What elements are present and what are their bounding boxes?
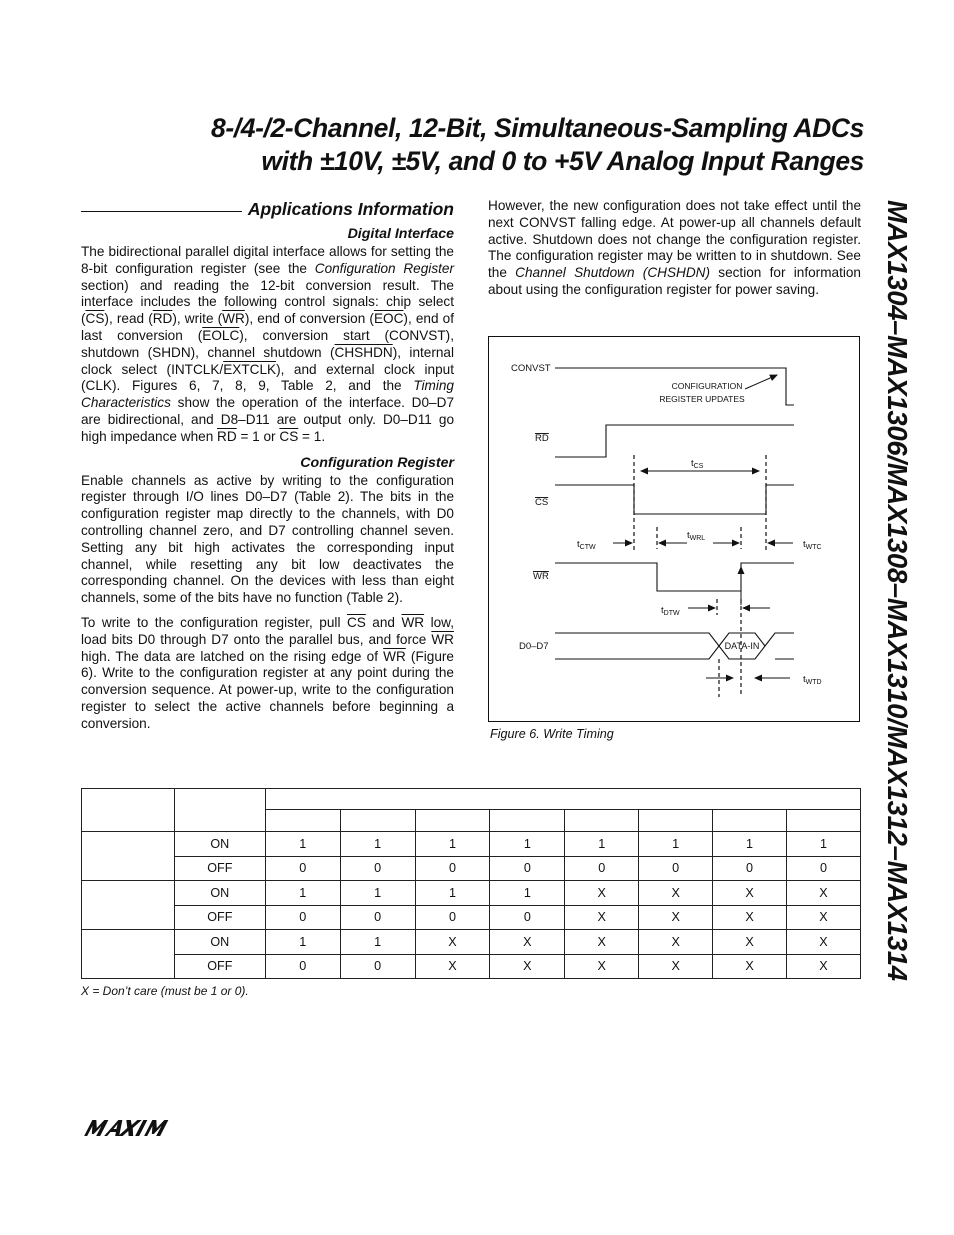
config-register-paragraph-1: Enable channels as active by writing to the configuration register through I/O lines D0–D7 (Table 2). The bits in the configuration register map directly to the channels, with D0 controlling channel zero, and D7 controlling channel seven. Setting any bit high activates the corresponding input channel, while resetting any bit low deactivates the corresponding channel. On the devices with less than eight channels, some of the bits have no function (Table 2).	[81, 472, 454, 606]
bit-cell: 0	[490, 856, 565, 881]
figure-caption: Figure 6. Write Timing	[490, 727, 614, 741]
digital-interface-heading: Digital Interface	[347, 226, 454, 242]
header-cell	[786, 810, 860, 832]
table-row	[82, 905, 861, 930]
right-column	[488, 198, 861, 307]
wr-waveform	[555, 563, 794, 591]
right-paragraph: However, the new configuration does not take effect until the next CONVST falling edge. At power-up all channels default active. Shutdown does not change the configuration register. The configuration register may be written to in shutdown. See the Channel Shutdown (CHSHDN) section for information about using the configuration register for power saving.	[488, 198, 861, 297]
table-row	[82, 832, 861, 857]
bit-cell: 1	[786, 832, 860, 857]
label-tctw: $t_{CTW}$	[577, 539, 596, 551]
bit-cell: 0	[415, 905, 490, 930]
signal-wr: $\overline{WR}$	[222, 311, 245, 327]
bit-cell: X	[415, 930, 490, 955]
state-cell: ON	[174, 930, 265, 955]
bit-cell: X	[490, 930, 565, 955]
table-row	[82, 856, 861, 881]
signal-eolc: EOLC	[202, 327, 240, 343]
label-d0-d7: D0–D7	[519, 641, 549, 652]
bit-cell: X	[490, 954, 565, 979]
bit-cell: 1	[340, 832, 415, 857]
signal-chshdn: CHSHDN	[334, 344, 393, 360]
label-tcs: $t_{CS}$	[691, 458, 704, 470]
signal-eoc: $\overline{EOC}$	[373, 311, 404, 327]
bit-cell: X	[786, 930, 860, 955]
label-twtc: $t_{WTC}$	[803, 539, 822, 551]
left-column	[81, 198, 454, 741]
bit-cell: X	[713, 881, 787, 906]
bit-cell: 1	[265, 930, 340, 955]
bit-cell: 0	[265, 905, 340, 930]
state-cell: OFF	[174, 954, 265, 979]
header-cell	[713, 810, 787, 832]
title-line-1: 8-/4-/2-Channel, 12-Bit, Simultaneous-Sampling ADCs	[211, 113, 864, 143]
header-cell	[265, 789, 860, 810]
annotation-line-2: REGISTER UPDATES	[659, 394, 745, 404]
label-tdtw: $t_{DTW}$	[661, 605, 680, 617]
bit-cell: 0	[786, 856, 860, 881]
bit-cell: X	[713, 905, 787, 930]
side-banner	[881, 200, 913, 1100]
timing-diagram	[489, 337, 861, 723]
bit-cell: X	[786, 954, 860, 979]
annotation-line-1: CONFIGURATION	[671, 381, 743, 391]
device-cell	[82, 930, 175, 979]
bit-cell: X	[639, 954, 713, 979]
bit-cell: X	[713, 930, 787, 955]
header-cell	[490, 810, 565, 832]
bit-cell: X	[639, 905, 713, 930]
table-row	[82, 881, 861, 906]
state-cell: ON	[174, 881, 265, 906]
label-cs: CS	[535, 497, 549, 508]
rd-waveform	[555, 425, 794, 457]
bit-cell: X	[786, 881, 860, 906]
page-title	[60, 112, 864, 178]
table-row	[82, 954, 861, 979]
bit-cell: 0	[340, 856, 415, 881]
label-convst: CONVST	[511, 363, 551, 374]
bit-cell: X	[565, 930, 639, 955]
header-cell	[340, 810, 415, 832]
data-bus-left	[555, 633, 719, 659]
bit-cell: X	[565, 905, 639, 930]
heading-rule	[81, 211, 242, 212]
label-wr: WR	[533, 571, 549, 582]
side-banner-text: MAX1304–MAX1306/MAX1308–MAX1310/MAX1312–MAX1314	[882, 200, 913, 981]
section-heading-text: Applications Information	[247, 199, 454, 219]
device-cell	[82, 832, 175, 881]
signal-cs: $\overline{CS}$	[85, 311, 105, 327]
header-cell	[415, 810, 490, 832]
bit-cell: 1	[490, 881, 565, 906]
bit-cell: 1	[415, 832, 490, 857]
bit-cell: 1	[639, 832, 713, 857]
bit-cell: 1	[713, 832, 787, 857]
header-cell	[565, 810, 639, 832]
bit-cell: X	[415, 954, 490, 979]
digital-interface-paragraph: The bidirectional parallel digital interface allows for setting the 8-bit configuration register (see the Configuration Register section) and reading the 12-bit conversion result. The interface includes the following control signals: chip select $(\overline{CS})$, read $(\overline{RD})$, write $(\overline{WR})$, end of conversion $(\overline{EOC})$, end of last conversion (EOLC), conversion start (CONVST), shutdown (SHDN), channel shutdown (CHSHDN), internal clock select (INTCLK/EXTCLK), and external clock input (CLK). Figures 6, 7, 8, 9, Table 2, and the Timing Characteristics show the operation of the interface. D0–D7 are bidirectional, and D8–D11 are output only. D0–D11 go high impedance when $\overline{RD} = 1$ or $\overline{CS} = 1$.	[81, 244, 455, 444]
bit-cell: 1	[265, 832, 340, 857]
bit-cell: X	[565, 881, 639, 906]
bit-cell: 0	[713, 856, 787, 881]
bit-cell: 1	[340, 930, 415, 955]
title-line-2: with ±10V, ±5V, and 0 to +5V Analog Input Ranges	[261, 146, 864, 176]
header-cell	[265, 810, 340, 832]
bit-cell: X	[639, 881, 713, 906]
write-timing-figure	[488, 336, 860, 722]
bit-cell: 0	[639, 856, 713, 881]
state-cell: OFF	[174, 905, 265, 930]
bit-cell: 0	[490, 905, 565, 930]
bit-cell: 1	[490, 832, 565, 857]
bit-cell: 0	[265, 954, 340, 979]
bit-cell: 0	[265, 856, 340, 881]
bit-cell: X	[639, 930, 713, 955]
bit-cell: 1	[265, 881, 340, 906]
state-cell: ON	[174, 832, 265, 857]
signal-rd: $\overline{RD}$	[152, 311, 173, 327]
bit-cell: X	[786, 905, 860, 930]
table-note: X = Don’t care (must be 1 or 0).	[81, 984, 249, 998]
bit-cell: 1	[340, 881, 415, 906]
config-register-heading: Configuration Register	[300, 454, 454, 471]
label-twrl: $t_{WRL}$	[687, 530, 706, 542]
bit-cell: 0	[415, 856, 490, 881]
bit-cell: 0	[340, 954, 415, 979]
label-twtd: $t_{WTD}$	[803, 674, 822, 686]
state-cell: OFF	[174, 856, 265, 881]
config-register-paragraph-2: To write to the configuration register, pull $\overline{CS}$ and $\overline{WR}$ low, load bits D0 through D7 onto the parallel bus, and force $\overline{WR}$ high. The data are latched on the rising edge of $\overline{WR}$ (Figure 6). Write to the configuration register at any point during the conversion sequence. At power-up, write to the configuration register to select the active channels before beginning a conversion.	[81, 614, 455, 731]
bit-cell: 0	[340, 905, 415, 930]
bit-cell: 1	[415, 881, 490, 906]
table-header-row-1	[82, 789, 861, 810]
header-cell	[174, 789, 265, 832]
maxim-logo-icon	[82, 1118, 194, 1138]
bit-cell: X	[713, 954, 787, 979]
signal-extclk: EXTCLK	[223, 361, 277, 377]
data-in-label: DATA-IN	[724, 641, 760, 651]
header-cell	[639, 810, 713, 832]
section-heading	[81, 198, 454, 220]
table-row	[82, 930, 861, 955]
device-cell	[82, 881, 175, 930]
configuration-table	[81, 788, 861, 979]
cs-waveform	[555, 485, 794, 514]
bit-cell: 1	[565, 832, 639, 857]
bit-cell: 0	[565, 856, 639, 881]
bit-cell: X	[565, 954, 639, 979]
label-rd: RD	[535, 433, 549, 444]
maxim-logo	[82, 1118, 194, 1143]
header-cell	[82, 789, 175, 832]
data-bus-right	[765, 633, 794, 659]
